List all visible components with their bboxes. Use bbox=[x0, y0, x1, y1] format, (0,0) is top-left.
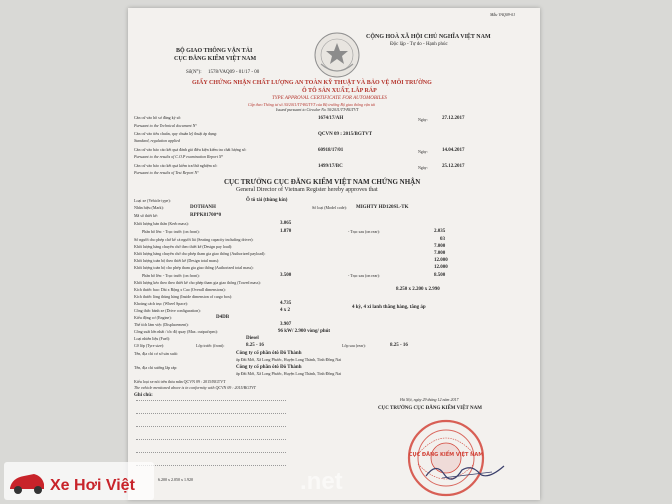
gross-rear-label: - Trục sau (on rear): bbox=[348, 273, 380, 278]
overall-dims-label: Kích thước bao: Dài x Rộng x Cao (Overall dimensions): bbox=[134, 287, 226, 292]
assembly-name: Công ty cổ phần ôtô Đô Thành bbox=[236, 365, 302, 370]
fuel-label: Loại nhiên liệu (Fuel): bbox=[134, 336, 171, 341]
manufacturer-label: Tên, địa chỉ cơ sở sản xuất: bbox=[134, 351, 178, 356]
legal-basis: Cấp theo Thông tư số 30/2011/TT-BGTVT của Bộ trưởng Bộ giao thông vận tải bbox=[248, 102, 376, 107]
ref-label-en: Standard, regulation applied bbox=[134, 138, 181, 143]
design-code-label: Mã số thiết kế: bbox=[134, 213, 158, 218]
payload-value: 7.000 bbox=[434, 251, 446, 256]
manufacturer-address: ấp Đất Mới, Xã Long Phước, Huyện Long Thành, Tỉnh Đồng Nai bbox=[236, 357, 342, 362]
form-code: Mẫu VAQ09-01 bbox=[490, 12, 516, 17]
vehicle-type: Ô tô tải (thùng kín) bbox=[246, 198, 288, 203]
payload-label: Khối lượng hàng chuyên chở cho phép tham gia giao thông (Authorized payload): bbox=[134, 251, 266, 256]
official-stamp bbox=[406, 418, 486, 498]
cert-number-label: Số(N°): bbox=[186, 70, 202, 75]
engine-label: Kiểu động cơ (Engine): bbox=[134, 315, 172, 320]
republic-name: CỘNG HOÀ XÃ HỘI CHỦ NGHĨA VIỆT NAM bbox=[366, 34, 491, 40]
legal-basis-en: Issued pursuant to Circular No 30/2011/TT-BGTVT bbox=[276, 107, 359, 112]
ref-date-label: Ngày: bbox=[418, 117, 428, 122]
brand-value: DOTHANH bbox=[190, 205, 216, 210]
cargo-dims-label: Kích thước lòng thùng hàng (Inside dimension of cargo box): bbox=[134, 294, 233, 299]
towed-mass-label: Khối lượng kéo theo theo thiết kế cho phép tham gia giao thông (Towed mass): bbox=[134, 280, 261, 285]
notes-rule bbox=[136, 439, 286, 440]
power-label: Công suất lớn nhất / tốc độ quay (Max. output/rpm): bbox=[134, 329, 218, 334]
engine-description: 4 kỳ, 4 xi lanh thẳng hàng, tăng áp bbox=[352, 305, 426, 310]
ref-value: QCVN 09 : 2015/BGTVT bbox=[318, 132, 373, 137]
ref-label: Căn cứ vào báo cáo kết quả đánh giá điều kiện kiểm tra chất lượng số: bbox=[134, 147, 247, 152]
signing-place-date: Hà Nội, ngày 29 tháng 12 năm 2017 bbox=[400, 397, 459, 402]
ref-label: Căn cứ vào tiêu chuẩn, quy chuẩn kỹ thuật áp dụng: bbox=[134, 131, 218, 136]
national-motto: Độc lập - Tự do - Hạnh phúc bbox=[390, 42, 448, 47]
signature bbox=[422, 460, 508, 482]
notes-rule bbox=[136, 400, 286, 401]
ref-date: 25.12.2017 bbox=[442, 164, 465, 169]
notes-rule bbox=[136, 426, 286, 427]
rear-axle-label: - Trục sau (on rear): bbox=[348, 229, 380, 234]
auth-total: 12.000 bbox=[434, 265, 448, 270]
design-total: 12.000 bbox=[434, 258, 448, 263]
wheelbase-label: Khoảng cách trục (Wheel Space): bbox=[134, 301, 188, 306]
tyre-front-label: Lốp trước (front): bbox=[196, 343, 225, 348]
cert-number: 1578/VAQ09 - 01/17 - 00 bbox=[208, 70, 260, 75]
gross-front-label: Phân bố lên: - Trục trước (on front): bbox=[142, 273, 200, 278]
power-value: 96 kW/ 2.900 vòng/ phút bbox=[278, 329, 331, 334]
ref-date-label: Ngày: bbox=[418, 165, 428, 170]
assembly-label: Tên, địa chỉ xưởng lắp ráp: bbox=[134, 365, 178, 370]
ref-value: 60918/17/01 bbox=[318, 148, 344, 153]
drive-config-label: Công thức bánh xe (Drive configuration): bbox=[134, 308, 201, 313]
ref-label: Căn cứ vào hồ sơ đăng ký số: bbox=[134, 115, 182, 120]
ref-label-en: Pursuant to the results of Test Report N° bbox=[134, 170, 199, 175]
rear-axle-mass: 2.035 bbox=[434, 229, 446, 234]
drive-config: 4 x 2 bbox=[280, 308, 290, 313]
conformity-statement-en: The vehicle mentioned above is in conformity with QCVN 09 : 2015/BGTVT bbox=[134, 385, 256, 390]
notes-rule bbox=[136, 465, 286, 466]
manufacturer-name: Công ty cổ phần ôtô Đô Thành bbox=[236, 351, 302, 356]
ref-label-en: Pursuant to the Technical document N° bbox=[134, 123, 197, 128]
logo-text: Xe Hơi Việt bbox=[50, 477, 135, 494]
conformity-statement: Kiểu loại xe nói trên thỏa mãn QCVN 09 : 2015/BGTVT bbox=[134, 379, 226, 384]
national-emblem bbox=[312, 30, 362, 80]
front-axle-mass: 1.870 bbox=[280, 229, 292, 234]
stamp-text: CỤC ĐĂNG KIỂM VIỆT NAM bbox=[408, 452, 484, 458]
overall-dims: 8.250 x 2.200 x 2.990 bbox=[396, 287, 440, 292]
ref-label-en: Pursuant to the results of C.O.P examination Report N° bbox=[134, 154, 224, 159]
kerb-mass-label: Khối lượng bản thân (Kerb mass): bbox=[134, 221, 189, 226]
brand-label: Nhãn hiệu (Mark): bbox=[134, 205, 164, 210]
design-payload: 7.000 bbox=[434, 244, 446, 249]
certificate-title: GIẤY CHỨNG NHẬN CHẤT LƯỢNG AN TOÀN KỸ THUẬT VÀ BẢO VỆ MÔI TRƯỜNG bbox=[192, 80, 432, 86]
design-code: RPPK81700*0 bbox=[190, 213, 222, 218]
ref-date-label: Ngày: bbox=[418, 149, 428, 154]
vehicle-type-label: Loại xe (Vehicle type): bbox=[134, 198, 171, 203]
certificate-subtitle: Ô TÔ SẢN XUẤT, LẮP RÁP bbox=[302, 88, 377, 94]
design-payload-label: Khối lượng hàng chuyên chở theo thiết kế (Design pay load): bbox=[134, 244, 233, 249]
fuel-value: Diesel bbox=[246, 336, 259, 341]
director-heading: CỤC TRƯỞNG CỤC ĐĂNG KIỂM VIỆT NAM CHỨNG NHẬN bbox=[224, 178, 421, 186]
tyre-rear: 8.25 - 16 bbox=[390, 343, 408, 348]
gross-rear: 8.500 bbox=[434, 273, 446, 278]
xehoiviet-logo[interactable] bbox=[4, 462, 154, 500]
assembly-address: ấp Đất Mới, Xã Long Phước, Huyện Long Thành, Tỉnh Đồng Nai bbox=[236, 371, 342, 376]
tyre-rear-label: Lốp sau (rear): bbox=[342, 343, 366, 348]
displacement-label: Thể tích làm việc (Displacement): bbox=[134, 322, 189, 327]
certificate-title-en: TYPE APPROVAL CERTIFICATE FOR AUTOMOBILES bbox=[272, 96, 387, 101]
gross-front: 3.500 bbox=[280, 273, 292, 278]
persons-label: Số người cho phép chở kể cả người lái (Seating capacity including driver): bbox=[134, 237, 254, 242]
tyre-label: Cỡ lốp (Tyre size): bbox=[134, 343, 165, 348]
signatory-title: CỤC TRƯỞNG CỤC ĐĂNG KIỂM VIỆT NAM bbox=[378, 406, 482, 411]
notes-label: Ghi chú: bbox=[134, 393, 153, 398]
ref-label: Căn cứ vào báo cáo kết quả kiểm tra/thử nghiệm số: bbox=[134, 163, 218, 168]
director-heading-en: General Director of Vietnam Register hereby approves that bbox=[236, 187, 378, 193]
ref-value: 1499/17/BC bbox=[318, 164, 343, 169]
ref-date: 14.04.2017 bbox=[442, 148, 465, 153]
ref-date: 27.12.2017 bbox=[442, 116, 465, 121]
wheelbase: 4.735 bbox=[280, 301, 292, 306]
persons-value: 03 bbox=[440, 237, 445, 242]
tyre-front: 8.25 - 16 bbox=[246, 343, 264, 348]
auth-total-label: Khối lượng toàn bộ cho phép tham gia giao thông (Authorized total mass): bbox=[134, 265, 254, 270]
model-value: MIGHTY HD120SL-TK bbox=[356, 205, 409, 210]
site-watermark: .net bbox=[300, 468, 343, 495]
cargo-dims-footer: 6.200 x 2.050 x 1.920 bbox=[158, 477, 193, 482]
registry-name: CỤC ĐĂNG KIỂM VIỆT NAM bbox=[174, 56, 257, 62]
displacement: 3.907 bbox=[280, 322, 292, 327]
ministry-name: BỘ GIAO THÔNG VẬN TẢI bbox=[176, 48, 253, 54]
notes-rule bbox=[136, 413, 286, 414]
kerb-mass: 3.065 bbox=[280, 221, 292, 226]
front-axle-label: Phân bố lên: - Trục trước (on front): bbox=[142, 229, 200, 234]
certificate-page bbox=[128, 8, 540, 500]
design-total-label: Khối lượng toàn bộ theo thiết kế (Design total mass): bbox=[134, 258, 220, 263]
ref-value: 1674/17/AH bbox=[318, 116, 344, 121]
engine-model: D4DB bbox=[216, 315, 230, 320]
model-label: Số loại (Model code): bbox=[312, 205, 347, 210]
notes-rule bbox=[136, 452, 286, 453]
